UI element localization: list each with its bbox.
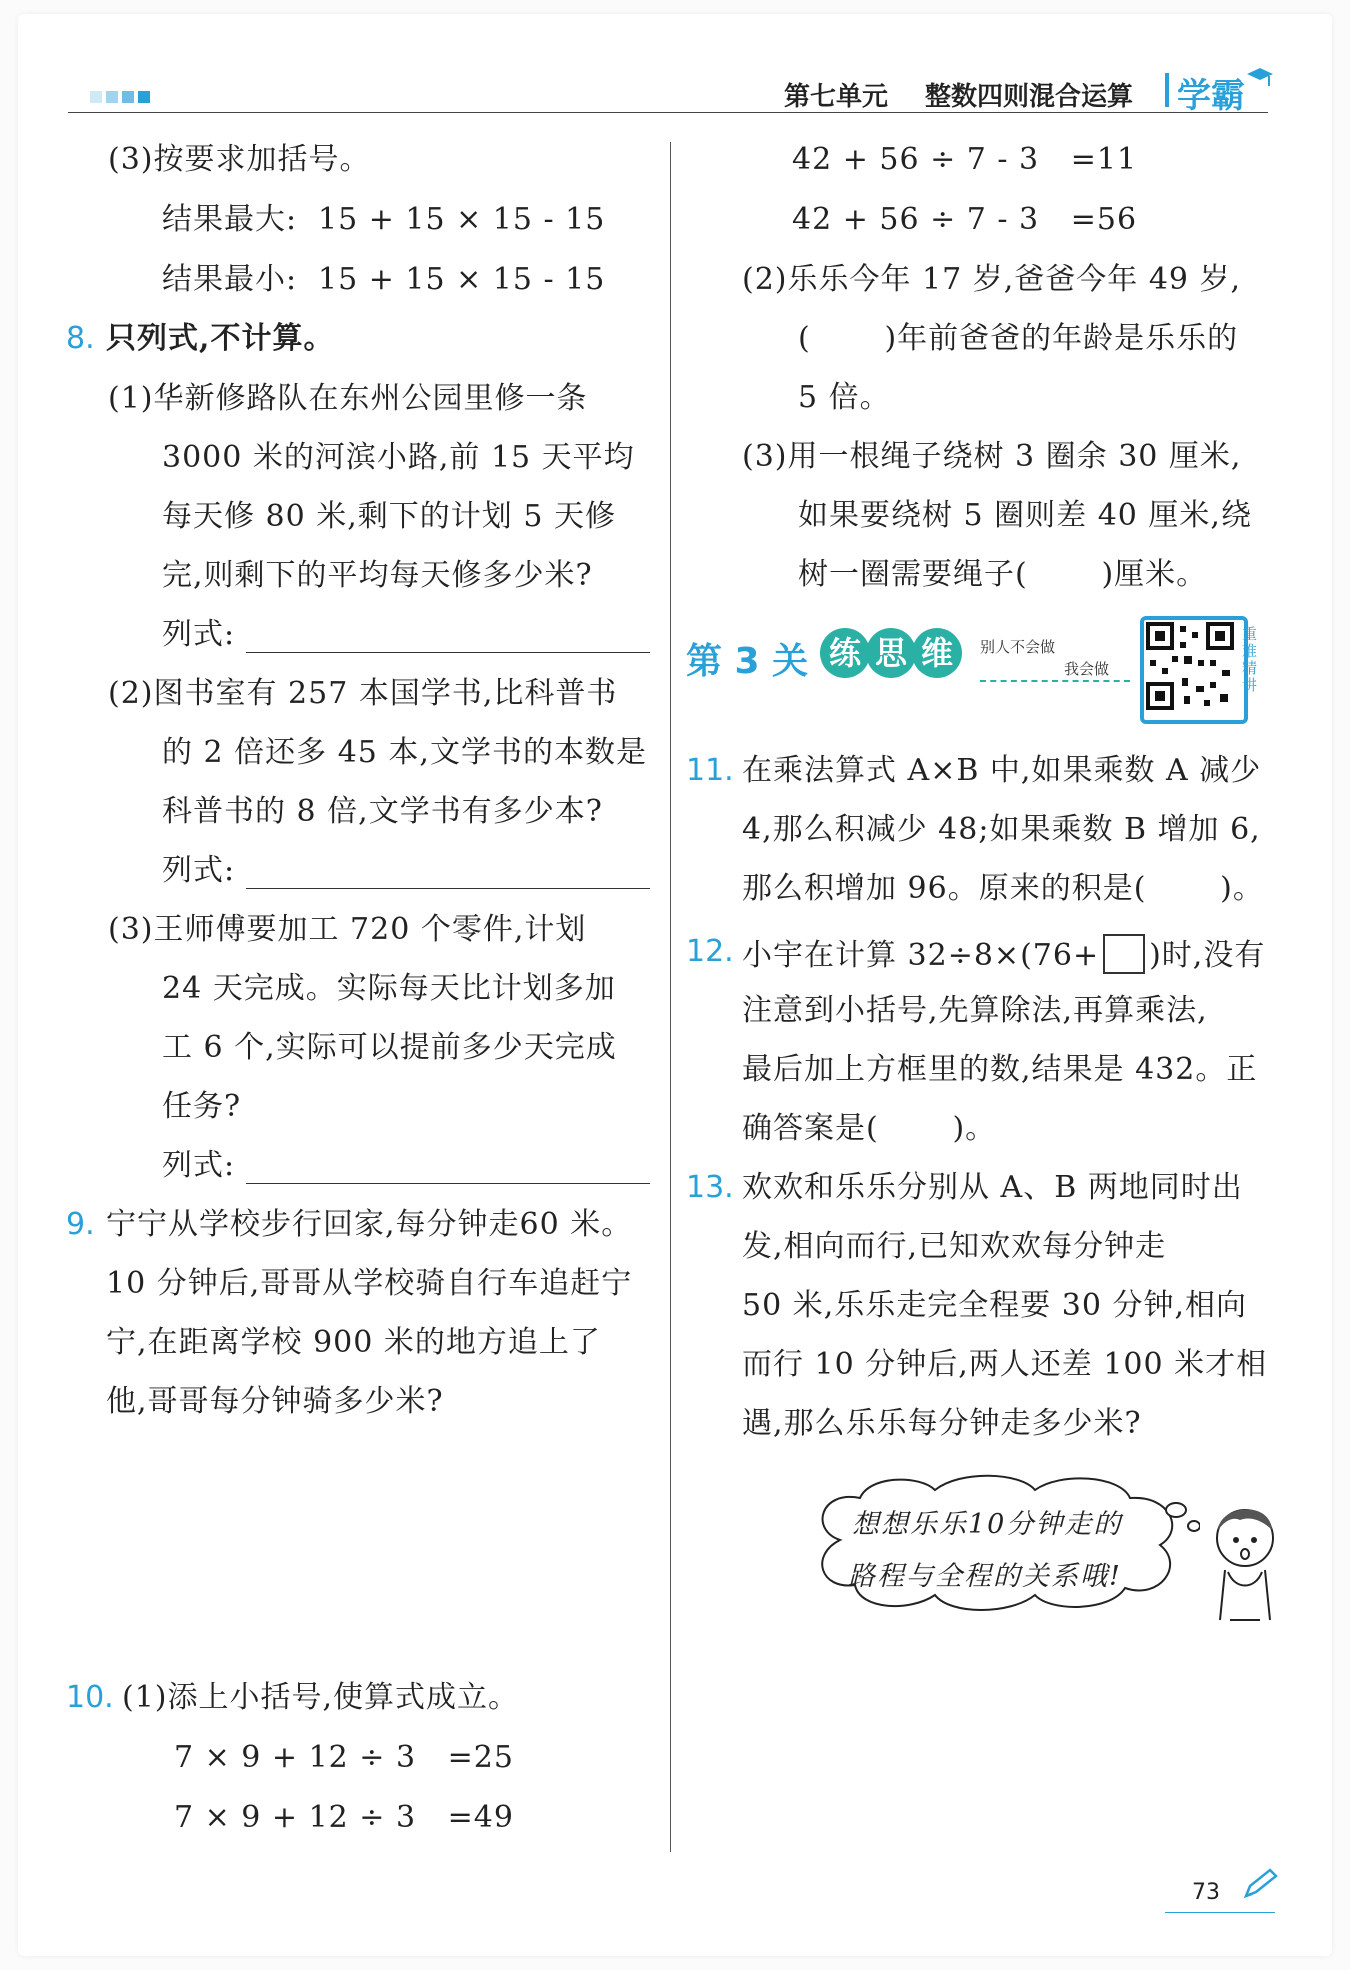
q12-line xyxy=(742,937,1265,977)
q8-1-line: 完,则剩下的平均每天修多少米? xyxy=(162,558,593,593)
q8-3-line: 任务? xyxy=(162,1089,242,1124)
q7-max-label: 结果最大: xyxy=(162,202,298,237)
formula-label: 列式: xyxy=(162,617,236,652)
q8-title: 只列式,不计算。 xyxy=(106,321,335,356)
q10-equation: 7 × 9 + 12 ÷ 3 =25 xyxy=(174,1740,514,1775)
header-decoration xyxy=(90,88,154,107)
q9-line: 宁,在距离学校 900 米的地方追上了 xyxy=(106,1325,601,1360)
answer-line[interactable] xyxy=(246,1183,650,1184)
level-note: 别人不会做 xyxy=(980,638,1056,656)
q13-line: 发,相向而行,已知欢欢每分钟走 xyxy=(742,1229,1167,1264)
header-rule xyxy=(68,112,1268,113)
topic-label: 整数四则混合运算 xyxy=(925,82,1134,112)
q9-line: 宁宁从学校步行回家,每分钟走60 米。 xyxy=(106,1207,633,1242)
answer-line[interactable] xyxy=(246,888,650,889)
q8-2-line: 的 2 倍还多 45 本,文学书的本数是 xyxy=(162,735,647,770)
thought-cloud xyxy=(800,1470,1200,1620)
q12-number: 12. xyxy=(686,934,734,969)
level-bubble: 练 xyxy=(820,628,870,678)
q7-part3-label: (3)按要求加括号。 xyxy=(108,142,371,177)
q12-line: 确答案是( )。 xyxy=(742,1111,997,1146)
level-title: 第 3 关 xyxy=(686,641,809,682)
level-bubble: 维 xyxy=(912,628,962,678)
q8-2-line: (2)图书室有 257 本国学书,比科普书 xyxy=(108,676,618,711)
q9-number: 9. xyxy=(66,1207,95,1242)
q10-2-line: 5 倍。 xyxy=(798,380,891,415)
hint-line: 路程与全程的关系哦! xyxy=(848,1561,1122,1592)
q13-number: 13. xyxy=(686,1170,734,1205)
boy-character-icon xyxy=(1200,1490,1290,1630)
q10-2-line: (2)乐乐今年 17 岁,爸爸今年 49 岁, xyxy=(742,262,1242,297)
q13-line: 遇,那么乐乐每分钟走多少米? xyxy=(742,1406,1142,1441)
level-note: 我会做 xyxy=(1064,660,1110,678)
q10-2-line: ( )年前爸爸的年龄是乐乐的 xyxy=(798,321,1239,356)
q8-1-line: 每天修 80 米,剩下的计划 5 天修 xyxy=(162,499,616,534)
q7-min-expr: 15 + 15 × 15 - 15 xyxy=(318,262,606,297)
level-bubble: 思 xyxy=(866,628,916,678)
q8-number: 8. xyxy=(66,321,95,356)
q10-equation: 42 + 56 ÷ 7 - 3 =11 xyxy=(792,142,1138,177)
qr-side-label: 重难精讲 xyxy=(1242,625,1258,694)
page-number: 73 xyxy=(1192,1880,1220,1905)
q12-line: 最后加上方框里的数,结果是 432。正 xyxy=(742,1052,1258,1087)
q10-3-line: 如果要绕树 5 圈则差 40 厘米,绕 xyxy=(798,498,1252,533)
footer-rule xyxy=(1165,1912,1275,1913)
formula-label: 列式: xyxy=(162,853,236,888)
brand-divider xyxy=(1165,73,1169,107)
answer-line[interactable] xyxy=(246,652,650,653)
q11-line: 在乘法算式 A×B 中,如果乘数 A 减少 xyxy=(742,753,1262,788)
q8-3-line: 工 6 个,实际可以提前多少天完成 xyxy=(162,1030,617,1065)
q12-line-end: )时,没有 xyxy=(1149,938,1266,973)
q12-line: 注意到小括号,先算除法,再算乘法, xyxy=(742,993,1208,1028)
qr-code-icon[interactable] xyxy=(1140,616,1248,724)
q11-line: 4,那么积减少 48;如果乘数 B 增加 6, xyxy=(742,812,1261,847)
unit-label: 第七单元 xyxy=(784,82,889,112)
q13-line: 欢欢和乐乐分别从 A、B 两地同时出 xyxy=(742,1170,1243,1205)
q9-line: 10 分钟后,哥哥从学校骑自行车追赶宁 xyxy=(106,1266,633,1301)
q10-equation: 42 + 56 ÷ 7 - 3 =56 xyxy=(792,202,1138,237)
grad-cap-icon xyxy=(1245,64,1275,94)
q9-line: 他,哥哥每分钟骑多少米? xyxy=(106,1384,444,1419)
level-dash xyxy=(980,680,1130,682)
q8-2-line: 科普书的 8 倍,文学书有多少本? xyxy=(162,794,603,829)
answer-box[interactable] xyxy=(1103,934,1145,974)
pencil-icon xyxy=(1240,1868,1280,1902)
q8-1-line: (1)华新修路队在东州公园里修一条 xyxy=(108,381,588,416)
q11-line: 那么积增加 96。原来的积是( )。 xyxy=(742,871,1264,906)
q10-3-line: 树一圈需要绳子( )厘米。 xyxy=(798,557,1208,592)
q8-3-line: (3)王师傅要加工 720 个零件,计划 xyxy=(108,912,587,947)
q7-max-expr: 15 + 15 × 15 - 15 xyxy=(318,202,606,237)
q7-min-label: 结果最小: xyxy=(162,262,298,297)
q12-line-start: 小宇在计算 32÷8×(76+ xyxy=(742,938,1100,973)
q13-line: 50 米,乐乐走完全程要 30 分钟,相向 xyxy=(742,1288,1248,1323)
q10-equation: 7 × 9 + 12 ÷ 3 =49 xyxy=(174,1800,514,1835)
brand-logo: 学霸 xyxy=(1177,76,1245,116)
q8-1-line: 3000 米的河滨小路,前 15 天平均 xyxy=(162,440,635,475)
q11-number: 11. xyxy=(686,753,734,788)
q10-number: 10. xyxy=(66,1680,114,1715)
hint-line: 想想乐乐10分钟走的 xyxy=(852,1509,1123,1540)
q10-part1-label: (1)添上小括号,使算式成立。 xyxy=(122,1680,520,1715)
formula-label: 列式: xyxy=(162,1148,236,1183)
column-divider xyxy=(670,142,671,1852)
q10-3-line: (3)用一根绳子绕树 3 圈余 30 厘米, xyxy=(742,439,1242,474)
q13-line: 而行 10 分钟后,两人还差 100 米才相 xyxy=(742,1347,1268,1382)
q8-3-line: 24 天完成。实际每天比计划多加 xyxy=(162,971,616,1006)
